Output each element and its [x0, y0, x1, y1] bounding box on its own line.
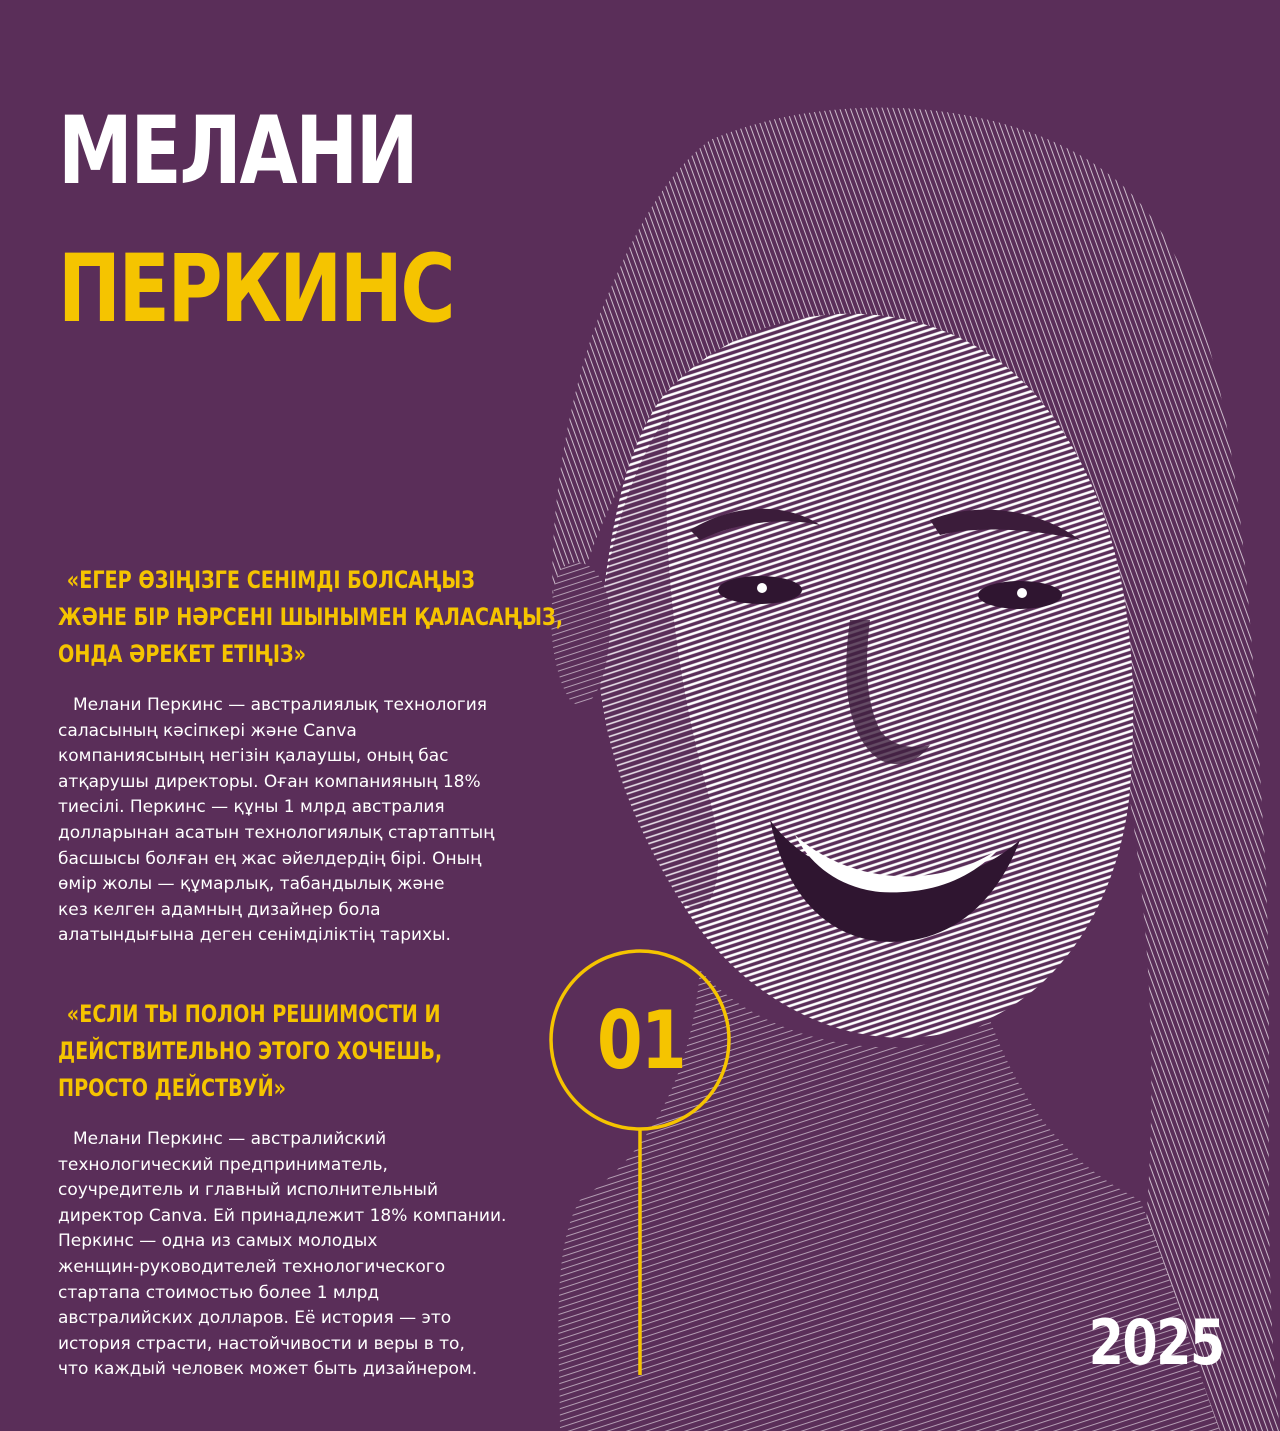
quote-russian-line: «ЕСЛИ ТЫ ПОЛОН РЕШИМОСТИ И [66, 1000, 441, 1028]
quote-russian-line: ПРОСТО ДЕЙСТВУЙ» [58, 1074, 287, 1102]
quote-kazakh-line: ОНДА ӘРЕКЕТ ЕТІҢІЗ» [58, 640, 307, 668]
bio-kazakh-line: өмір жолы — құмарлық, табандылық және [58, 874, 445, 895]
bio-kazakh-line: саласының кәсіпкері және Canva [58, 720, 357, 741]
bio-kazakh-line: тиесілі. Перкинс — құны 1 млрд австралия [58, 797, 445, 818]
last-name-title: ПЕРКИНС [58, 235, 454, 344]
bio-russian-line: стартапа стоимостью более 1 млрд [58, 1282, 380, 1303]
bio-russian-line: директор Canva. Ей принадлежит 18% компании. [58, 1205, 507, 1226]
quote-russian-line: ДЕЙСТВИТЕЛЬНО ЭТОГО ХОЧЕШЬ, [58, 1037, 443, 1065]
quote-kazakh [58, 562, 563, 673]
marker-number: 01 [596, 994, 685, 1087]
bio-russian-line: женщин-руководителей технологического [58, 1256, 446, 1277]
bio-kazakh-line: кез келген адамның дизайнер бола [58, 899, 381, 920]
bio-russian-line: Мелани Перкинс — австралийский [73, 1129, 387, 1149]
quote-russian [58, 996, 442, 1107]
quote-kazakh-line: «ЕГЕР ӨЗІҢІЗГЕ СЕНІМДІ БОЛСАҢЫЗ [66, 566, 475, 594]
bio-russian-line: соучредитель и главный исполнительный [58, 1180, 439, 1201]
eye-right-highlight [1017, 588, 1027, 598]
bio-kazakh-line: алатындығына деген сенімділіктің тарихы. [58, 925, 451, 946]
year-label: 2025 [1089, 1306, 1224, 1379]
quote-kazakh-line: ЖӘНЕ БІР НӘРСЕНІ ШЫНЫМЕН ҚАЛАСАҢЫЗ, [58, 603, 563, 631]
bio-kazakh-line: долларынан асатын технологиялық стартаптың [58, 822, 495, 843]
bio-russian-line: австралийских долларов. Её история — это [58, 1308, 452, 1329]
bio-kazakh-line: атқарушы директоры. Оған компанияның 18% [58, 771, 481, 792]
bio-russian-line: Перкинс — одна из самых молодых [58, 1231, 378, 1252]
first-name-title: МЕЛАНИ [58, 97, 417, 206]
eye-left-highlight [757, 583, 767, 593]
bio-kazakh-line: басшысы болған ең жас әйелдердің бірі. Оның [58, 848, 482, 869]
bio-russian-line: что каждый человек может быть дизайнером. [58, 1359, 478, 1380]
bio-russian [58, 1127, 506, 1383]
bio-kazakh [58, 693, 494, 949]
bio-kazakh-line: компаниясының негізін қалаушы, оның бас [58, 746, 449, 767]
bio-kazakh-line: Мелани Перкинс — австралиялық технология [73, 695, 488, 715]
number-marker [546, 948, 736, 1378]
bio-russian-line: история страсти, настойчивости и веры в то, [58, 1333, 465, 1354]
bio-russian-line: технологический предприниматель, [58, 1154, 388, 1175]
